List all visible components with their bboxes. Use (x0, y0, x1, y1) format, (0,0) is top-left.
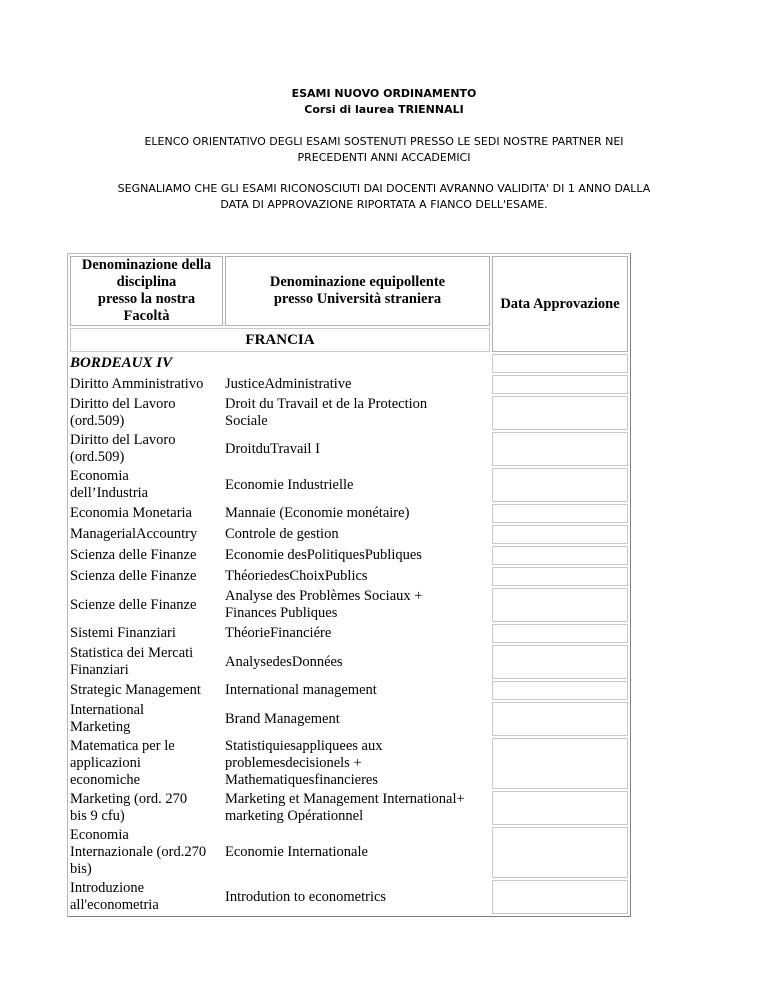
table-row (70, 588, 628, 622)
date-cell (492, 645, 628, 679)
local-course-cell (70, 624, 223, 643)
foreign-course-cell (225, 432, 490, 466)
intro-paragraph-line-2: PRECEDENTI ANNI ACCADEMICI (297, 151, 471, 164)
local-course-cell-line: ManagerialAccountry (70, 526, 198, 542)
table-row (70, 702, 628, 736)
date-cell (492, 375, 628, 394)
foreign-course-cell-line: Economie desPolitiquesPubliques (225, 547, 422, 563)
local-course-cell-line: Scienza delle Finanze (70, 568, 197, 584)
foreign-course-cell-line: problemesdecisionels + (225, 755, 362, 771)
date-cell (492, 827, 628, 878)
local-course-cell (70, 791, 223, 825)
table-row (70, 432, 628, 466)
local-course-cell (70, 375, 223, 394)
foreign-course-cell-line: DroitduTravail I (225, 440, 320, 457)
foreign-course-cell-line: Marketing et Management International+ (225, 791, 465, 807)
foreign-course-cell-line: AnalysedesDonnées (225, 653, 343, 670)
foreign-course-cell (225, 375, 490, 394)
foreign-course-cell-line: ThéoriedesChoixPublics (225, 568, 368, 584)
foreign-course-cell-line: Brand Management (225, 710, 340, 727)
table-row (70, 567, 628, 586)
date-cell (492, 624, 628, 643)
local-course-cell-line: Introduzione (70, 880, 145, 896)
col-header-local-line: Facoltà (123, 308, 170, 324)
table-row (70, 791, 628, 825)
exams-table (67, 253, 631, 917)
foreign-course-cell-line: Controle de gestion (225, 526, 339, 542)
local-course-cell (70, 588, 223, 622)
local-course-cell-line: all'econometria (70, 897, 159, 913)
foreign-course-cell (225, 702, 490, 736)
local-course-cell (70, 880, 223, 914)
table-row (70, 468, 628, 502)
table-row (70, 546, 628, 565)
local-course-cell-line: Internazionale (ord.270 (70, 844, 207, 860)
table-row (70, 738, 628, 789)
local-course-cell-line: (ord.509) (70, 449, 125, 465)
local-course-cell (70, 567, 223, 586)
local-course-cell (70, 738, 223, 789)
local-course-cell-line: Economia (70, 468, 129, 484)
date-cell (492, 588, 628, 622)
local-course-cell-line: (ord.509) (70, 413, 125, 429)
table-row (70, 645, 628, 679)
local-course-cell-line: Diritto Amministrativo (70, 376, 204, 392)
city-row (70, 354, 628, 373)
local-course-cell-line: Finanziari (70, 662, 129, 678)
title-line-2: Corsi di laurea TRIENNALI (304, 103, 464, 116)
foreign-course-cell (225, 546, 490, 565)
local-course-cell (70, 702, 223, 736)
foreign-course-cell-line: ThéorieFinanciére (225, 625, 332, 641)
foreign-course-cell-line: Finances Publiques (225, 605, 338, 621)
col-header-foreign-line: presso Università straniera (273, 291, 442, 307)
foreign-course-cell-line: Introdution to econometrics (225, 888, 387, 905)
foreign-course-cell-line: International management (225, 682, 377, 698)
local-course-cell-line: Statistica dei Mercati (70, 645, 194, 661)
col-header-local-line: disciplina (116, 274, 177, 290)
table-row (70, 624, 628, 643)
date-cell (492, 681, 628, 700)
local-course-cell (70, 396, 223, 430)
local-course-cell-line: Economia Monetaria (70, 505, 192, 521)
foreign-course-cell (225, 681, 490, 700)
local-course-cell-line: Marketing (70, 719, 131, 735)
date-cell (492, 738, 628, 789)
col-header-local-line: Denominazione della (81, 257, 212, 273)
date-cell (492, 791, 628, 825)
date-cell (492, 432, 628, 466)
col-header-approval-date: Data Approvazione (492, 256, 628, 352)
date-cell (492, 567, 628, 586)
notice-paragraph-line-1: SEGNALIAMO CHE GLI ESAMI RICONOSCIUTI DAI DOCENTI AVRANNO VALIDITA' DI 1 ANNO DALLA (117, 182, 651, 195)
local-course-cell-line: Diritto del Lavoro (70, 396, 176, 412)
foreign-course-cell-line: JusticeAdministrative (225, 376, 352, 392)
table-row (70, 375, 628, 394)
city-heading: BORDEAUX IV (70, 355, 173, 371)
foreign-course-cell (225, 880, 490, 914)
local-course-cell-line: Economia (70, 827, 129, 843)
date-cell (492, 880, 628, 914)
date-cell (492, 354, 628, 373)
col-header-local-line: presso la nostra (97, 291, 196, 307)
date-cell (492, 525, 628, 544)
local-course-cell-line: Marketing (ord. 270 (70, 791, 188, 807)
foreign-course-cell (225, 827, 490, 878)
foreign-course-cell-line: Mathematiquesfinancieres (225, 772, 378, 788)
foreign-course-cell (225, 525, 490, 544)
local-course-cell-line: Matematica per le (70, 738, 175, 754)
table-row (70, 504, 628, 523)
table-row (70, 525, 628, 544)
foreign-course-cell (225, 588, 490, 622)
local-course-cell (70, 827, 223, 878)
date-cell (492, 546, 628, 565)
table-row (70, 396, 628, 430)
foreign-course-cell-line: Economie Industrielle (225, 476, 354, 493)
local-course-cell (70, 525, 223, 544)
foreign-course-cell-line: Sociale (225, 413, 268, 429)
date-cell (492, 702, 628, 736)
local-course-cell-line: International (70, 702, 145, 718)
local-course-cell-line: applicazioni (70, 755, 141, 771)
local-course-cell (70, 504, 223, 523)
local-course-cell-line: Scienza delle Finanze (70, 547, 197, 563)
foreign-course-cell (225, 645, 490, 679)
col-header-foreign-line: Denominazione equipollente (269, 274, 446, 290)
local-course-cell (70, 468, 223, 502)
date-cell (492, 396, 628, 430)
table-row (70, 681, 628, 700)
date-cell (492, 504, 628, 523)
local-course-cell-line: dell’Industria (70, 485, 149, 501)
local-course-cell (70, 432, 223, 466)
foreign-course-cell-line: Statistiquiesappliquees aux (225, 738, 383, 754)
local-course-cell-line: Scienze delle Finanze (70, 596, 197, 613)
country-heading: FRANCIA (70, 328, 490, 352)
local-course-cell-line: Diritto del Lavoro (70, 432, 176, 448)
foreign-course-cell (225, 396, 490, 430)
foreign-course-cell-line: Analyse des Problèmes Sociaux + (225, 588, 423, 604)
intro-paragraph-line-1: ELENCO ORIENTATIVO DEGLI ESAMI SOSTENUTI PRESSO LE SEDI NOSTRE PARTNER NEI (144, 135, 624, 148)
local-course-cell (70, 681, 223, 700)
foreign-course-cell (225, 468, 490, 502)
title-line-1: ESAMI NUOVO ORDINAMENTO (291, 87, 477, 100)
foreign-course-cell-line: Droit du Travail et de la Protection (225, 396, 428, 412)
foreign-course-cell-line: marketing Opérationnel (225, 808, 364, 824)
exams-table-body (70, 256, 628, 914)
date-cell (492, 468, 628, 502)
local-course-cell (70, 645, 223, 679)
table-header-row (70, 256, 628, 326)
foreign-course-cell (225, 624, 490, 643)
foreign-course-cell (225, 567, 490, 586)
col-header-foreign-course (225, 256, 490, 326)
foreign-course-cell (225, 791, 490, 825)
foreign-course-cell-line: Economie Internationale (225, 844, 368, 860)
local-course-cell-line: Sistemi Finanziari (70, 625, 176, 641)
notice-paragraph-line-2: DATA DI APPROVAZIONE RIPORTATA A FIANCO DELL'ESAME. (220, 198, 548, 211)
foreign-course-cell (225, 738, 490, 789)
table-row (70, 827, 628, 878)
local-course-cell-line: bis) (70, 861, 92, 877)
local-course-cell (70, 546, 223, 565)
foreign-course-cell-line: Mannaie (Economie monétaire) (225, 505, 410, 521)
table-row (70, 880, 628, 914)
local-course-cell-line: bis 9 cfu) (70, 808, 125, 824)
local-course-cell-line: economiche (70, 772, 141, 788)
foreign-course-cell (225, 504, 490, 523)
local-course-cell-line: Strategic Management (70, 682, 201, 698)
col-header-local-course (70, 256, 223, 326)
